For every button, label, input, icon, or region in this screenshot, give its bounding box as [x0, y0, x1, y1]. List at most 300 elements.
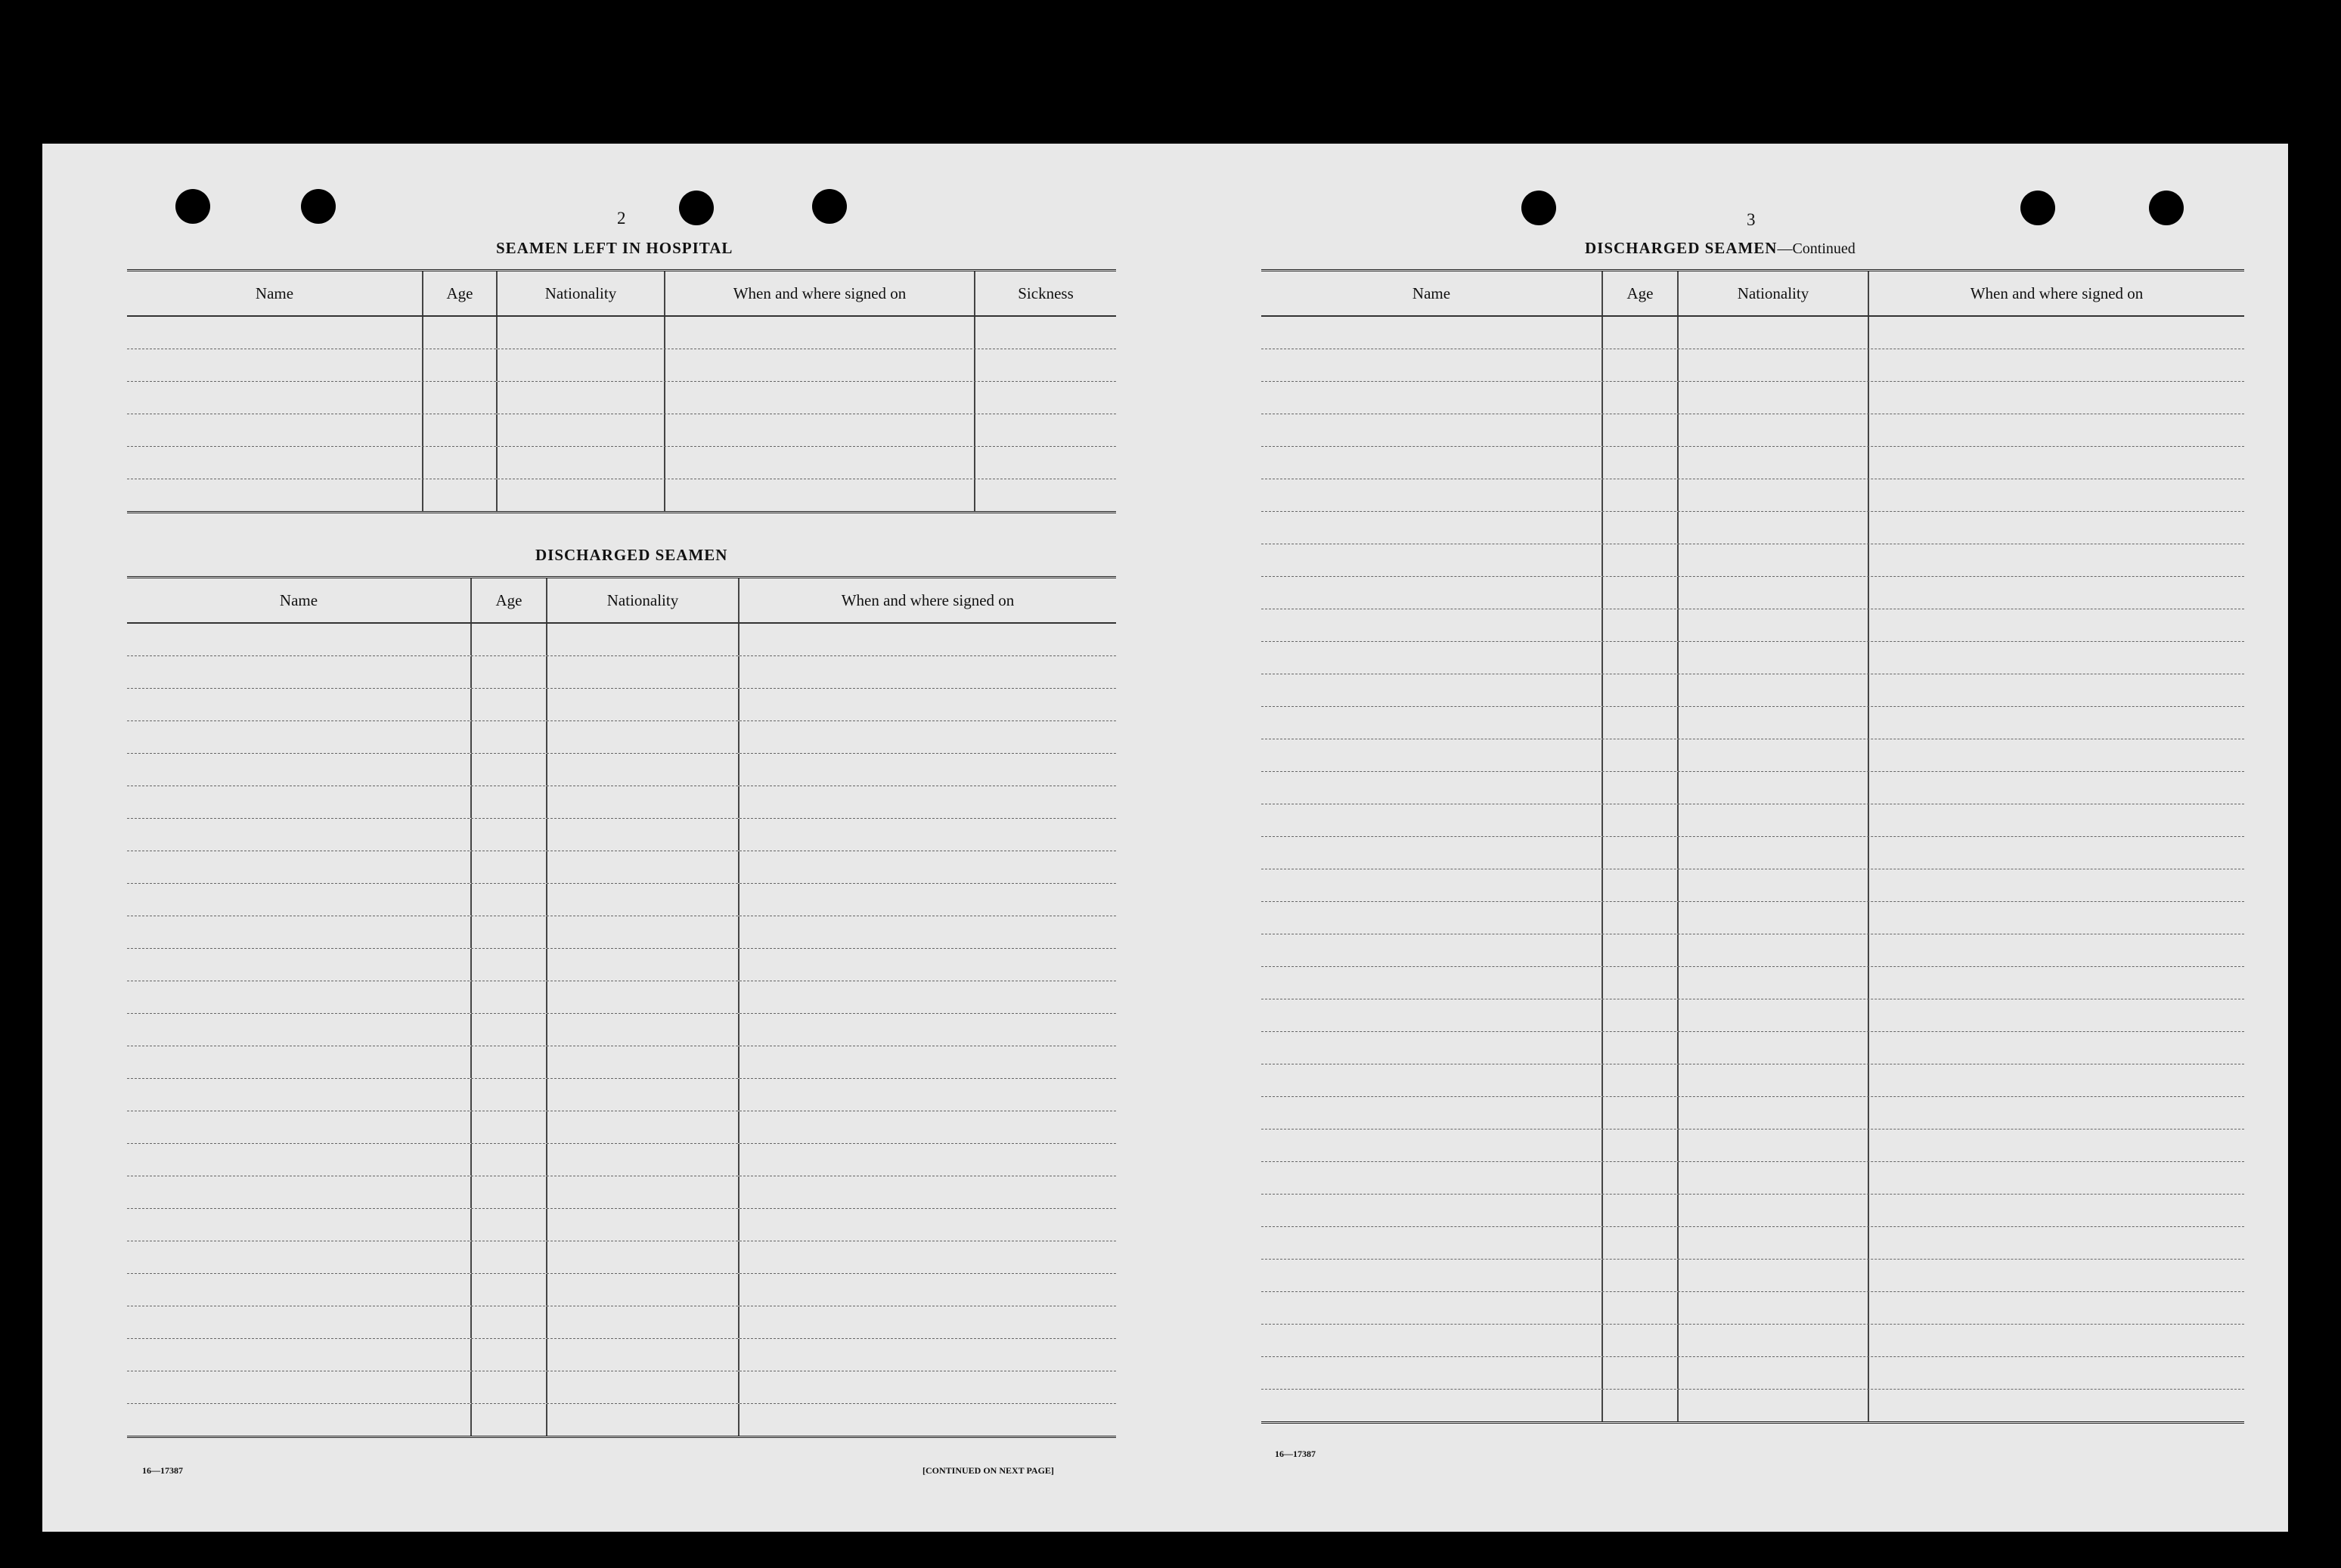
- signed-on-cell: [1869, 479, 2244, 511]
- table-row: [127, 851, 1116, 884]
- nationality-cell: [1679, 447, 1869, 479]
- signed-on-cell: [1869, 577, 2244, 609]
- table-row: [1261, 609, 2244, 642]
- age-cell: [1603, 317, 1679, 349]
- signed-on-cell: [1869, 1357, 2244, 1389]
- signed-on-cell: [665, 447, 975, 479]
- sickness-cell: [975, 349, 1116, 381]
- age-cell: [472, 1371, 547, 1403]
- sickness-cell: [975, 382, 1116, 414]
- age-cell: [1603, 1097, 1679, 1129]
- name-cell: [127, 656, 472, 688]
- signed-on-cell: [1869, 1325, 2244, 1356]
- table-row: [1261, 1325, 2244, 1357]
- signed-on-cell: [1869, 739, 2244, 771]
- nationality-cell: [1679, 1130, 1869, 1161]
- name-cell: [127, 1339, 472, 1371]
- age-cell: [1603, 934, 1679, 966]
- record-sheet: [42, 144, 2288, 1532]
- nationality-cell: [1679, 544, 1869, 576]
- nationality-cell: [1679, 1357, 1869, 1389]
- signed-on-cell: [740, 1241, 1116, 1273]
- name-cell: [127, 981, 472, 1013]
- age-cell: [1603, 999, 1679, 1031]
- age-cell: [1603, 1325, 1679, 1356]
- signed-on-cell: [1869, 804, 2244, 836]
- table-row: [1261, 479, 2244, 512]
- signed-on-cell: [1869, 1390, 2244, 1421]
- signed-on-cell: [740, 1111, 1116, 1143]
- nationality-cell: [1679, 1260, 1869, 1291]
- nationality-cell: [547, 819, 740, 851]
- name-cell: [1261, 804, 1603, 836]
- age-cell: [1603, 1292, 1679, 1324]
- name-cell: [127, 754, 472, 786]
- binder-hole: [812, 189, 847, 224]
- name-cell: [127, 317, 423, 349]
- signed-on-cell: [740, 981, 1116, 1013]
- discharged-table-left: [127, 576, 1116, 1438]
- signed-on-cell: [665, 382, 975, 414]
- age-cell: [472, 1144, 547, 1176]
- name-cell: [1261, 1032, 1603, 1064]
- signed-on-cell: [740, 1144, 1116, 1176]
- sickness-cell: [975, 447, 1116, 479]
- age-cell: [423, 382, 498, 414]
- age-cell: [472, 721, 547, 753]
- nationality-cell: [1679, 674, 1869, 706]
- signed-on-cell: [1869, 382, 2244, 414]
- signed-on-cell: [1869, 447, 2244, 479]
- nationality-cell: [498, 349, 665, 381]
- table-row: [1261, 577, 2244, 609]
- age-cell: [1603, 1390, 1679, 1421]
- age-cell: [1603, 739, 1679, 771]
- name-cell: [1261, 999, 1603, 1031]
- nationality-cell: [547, 754, 740, 786]
- name-cell: [1261, 1292, 1603, 1324]
- signed-on-cell: [740, 884, 1116, 916]
- nationality-cell: [547, 656, 740, 688]
- nationality-cell: [1679, 707, 1869, 739]
- age-cell: [472, 1111, 547, 1143]
- age-cell: [1603, 869, 1679, 901]
- name-cell: [1261, 902, 1603, 934]
- signed-on-cell: [1869, 1130, 2244, 1161]
- name-cell: [127, 382, 423, 414]
- hospital-table-title: SEAMEN LEFT IN HOSPITAL: [496, 239, 733, 257]
- age-cell: [1603, 349, 1679, 381]
- signed-on-cell: [1869, 1162, 2244, 1194]
- signed-on-cell: [740, 1014, 1116, 1046]
- name-cell: [1261, 512, 1603, 544]
- age-cell: [1603, 414, 1679, 446]
- discharged-table-header-left: [127, 578, 1116, 624]
- name-cell: [127, 1371, 472, 1403]
- table-row: [127, 916, 1116, 949]
- name-cell: [127, 949, 472, 981]
- age-cell: [472, 1014, 547, 1046]
- nationality-cell: [547, 949, 740, 981]
- table-row: [1261, 642, 2244, 674]
- name-cell: [1261, 772, 1603, 804]
- signed-on-cell: [1869, 707, 2244, 739]
- table-row: [127, 819, 1116, 851]
- name-cell: [127, 1176, 472, 1208]
- binder-hole: [2149, 191, 2184, 225]
- col-signed-on-header: When and where signed on: [841, 590, 1015, 609]
- name-cell: [1261, 674, 1603, 706]
- col-nationality-header: Nationality: [498, 271, 665, 315]
- signed-on-cell: [740, 1339, 1116, 1371]
- nationality-cell: [547, 1111, 740, 1143]
- name-cell: [1261, 349, 1603, 381]
- age-cell: [1603, 609, 1679, 641]
- age-cell: [472, 1079, 547, 1111]
- signed-on-cell: [1869, 642, 2244, 674]
- name-cell: [1261, 642, 1603, 674]
- table-row: [1261, 707, 2244, 739]
- signed-on-cell: [1869, 512, 2244, 544]
- nationality-cell: [547, 1209, 740, 1241]
- binder-hole: [175, 189, 210, 224]
- nationality-cell: [547, 689, 740, 720]
- signed-on-cell: [740, 1176, 1116, 1208]
- table-row: [127, 1144, 1116, 1176]
- table-row: [127, 721, 1116, 754]
- sickness-cell: [975, 414, 1116, 446]
- table-row: [1261, 804, 2244, 837]
- signed-on-cell: [1869, 1292, 2244, 1324]
- name-cell: [1261, 707, 1603, 739]
- name-cell: [127, 786, 472, 818]
- name-cell: [1261, 934, 1603, 966]
- name-cell: [127, 1014, 472, 1046]
- table-row: [127, 1079, 1116, 1111]
- age-cell: [1603, 1227, 1679, 1259]
- table-row: [1261, 414, 2244, 447]
- sickness-cell: [975, 479, 1116, 511]
- table-row: [1261, 382, 2244, 414]
- nationality-cell: [547, 851, 740, 883]
- table-row: [127, 1339, 1116, 1371]
- age-cell: [472, 1306, 547, 1338]
- age-cell: [472, 1209, 547, 1241]
- signed-on-cell: [740, 1079, 1116, 1111]
- age-cell: [1603, 707, 1679, 739]
- signed-on-cell: [1869, 999, 2244, 1031]
- form-number-left: 16—17387: [142, 1465, 183, 1476]
- name-cell: [1261, 609, 1603, 641]
- name-cell: [127, 1274, 472, 1306]
- signed-on-cell: [740, 1209, 1116, 1241]
- nationality-cell: [1679, 1292, 1869, 1324]
- nationality-cell: [1679, 479, 1869, 511]
- signed-on-cell: [1869, 317, 2244, 349]
- signed-on-cell: [740, 721, 1116, 753]
- table-row: [1261, 1195, 2244, 1227]
- table-row: [1261, 1032, 2244, 1064]
- nationality-cell: [547, 786, 740, 818]
- name-cell: [1261, 837, 1603, 869]
- continued-note: [CONTINUED ON NEXT PAGE]: [922, 1465, 1054, 1476]
- table-row: [127, 786, 1116, 819]
- nationality-cell: [1679, 317, 1869, 349]
- nationality-cell: [1679, 1097, 1869, 1129]
- nationality-cell: [547, 916, 740, 948]
- nationality-cell: [1679, 967, 1869, 999]
- nationality-cell: [1679, 869, 1869, 901]
- table-row: [127, 382, 1116, 414]
- col-signed-on-header: When and where signed on: [665, 271, 975, 315]
- nationality-cell: [547, 721, 740, 753]
- name-cell: [1261, 1195, 1603, 1226]
- signed-on-cell: [665, 317, 975, 349]
- table-row: [1261, 1130, 2244, 1162]
- age-cell: [1603, 837, 1679, 869]
- name-cell: [1261, 479, 1603, 511]
- nationality-cell: [1679, 1195, 1869, 1226]
- signed-on-cell: [740, 754, 1116, 786]
- table-row: [127, 1014, 1116, 1046]
- nationality-cell: [547, 1144, 740, 1176]
- col-name-header: Name: [127, 271, 423, 315]
- binder-hole: [1521, 191, 1556, 225]
- age-cell: [423, 447, 498, 479]
- name-cell: [1261, 414, 1603, 446]
- table-row: [127, 754, 1116, 786]
- signed-on-cell: [740, 819, 1116, 851]
- table-row: [127, 1404, 1116, 1438]
- nationality-cell: [1679, 934, 1869, 966]
- nationality-cell: [1679, 1390, 1869, 1421]
- signed-on-cell: [1869, 544, 2244, 576]
- signed-on-cell: [740, 916, 1116, 948]
- nationality-cell: [547, 1371, 740, 1403]
- age-cell: [472, 656, 547, 688]
- title-continued: —Continued: [1777, 240, 1856, 257]
- signed-on-cell: [1869, 1064, 2244, 1096]
- age-cell: [472, 1046, 547, 1078]
- signed-on-cell: [740, 1274, 1116, 1306]
- nationality-cell: [1679, 642, 1869, 674]
- age-cell: [1603, 1195, 1679, 1226]
- name-cell: [1261, 447, 1603, 479]
- table-row: [1261, 1390, 2244, 1424]
- table-row: [1261, 1292, 2244, 1325]
- signed-on-cell: [1869, 902, 2244, 934]
- col-name-header: Name: [1261, 271, 1603, 315]
- age-cell: [472, 949, 547, 981]
- signed-on-cell: [1869, 1195, 2244, 1226]
- age-cell: [1603, 447, 1679, 479]
- nationality-cell: [547, 884, 740, 916]
- name-cell: [127, 1079, 472, 1111]
- name-cell: [1261, 739, 1603, 771]
- nationality-cell: [1679, 837, 1869, 869]
- table-row: [127, 1176, 1116, 1209]
- nationality-cell: [498, 382, 665, 414]
- age-cell: [472, 1241, 547, 1273]
- table-row: [1261, 1227, 2244, 1260]
- table-row: [1261, 869, 2244, 902]
- nationality-cell: [1679, 739, 1869, 771]
- nationality-cell: [1679, 414, 1869, 446]
- col-name-header: Name: [127, 578, 472, 622]
- table-row: [1261, 544, 2244, 577]
- signed-on-cell: [740, 851, 1116, 883]
- col-signed-on-header: When and where signed on: [1970, 284, 2144, 302]
- name-cell: [127, 819, 472, 851]
- page-number-right: 3: [1747, 210, 1756, 229]
- age-cell: [472, 819, 547, 851]
- name-cell: [1261, 577, 1603, 609]
- age-cell: [472, 786, 547, 818]
- signed-on-cell: [1869, 1227, 2244, 1259]
- nationality-cell: [1679, 382, 1869, 414]
- table-row: [1261, 1097, 2244, 1130]
- nationality-cell: [1679, 1064, 1869, 1096]
- signed-on-cell: [665, 479, 975, 511]
- age-cell: [1603, 1357, 1679, 1389]
- nationality-cell: [1679, 609, 1869, 641]
- table-row: [127, 1209, 1116, 1241]
- title-main: DISCHARGED SEAMEN: [1585, 239, 1778, 257]
- age-cell: [472, 1339, 547, 1371]
- table-row: [1261, 349, 2244, 382]
- name-cell: [127, 1404, 472, 1436]
- age-cell: [472, 1404, 547, 1436]
- age-cell: [1603, 967, 1679, 999]
- name-cell: [1261, 1260, 1603, 1291]
- age-cell: [1603, 1162, 1679, 1194]
- name-cell: [127, 447, 423, 479]
- signed-on-cell: [1869, 869, 2244, 901]
- table-row: [127, 447, 1116, 479]
- age-cell: [472, 916, 547, 948]
- col-sickness-header: Sickness: [1018, 284, 1074, 302]
- name-cell: [1261, 1162, 1603, 1194]
- binder-hole: [679, 191, 714, 225]
- signed-on-cell: [1869, 772, 2244, 804]
- nationality-cell: [547, 981, 740, 1013]
- nationality-cell: [1679, 1032, 1869, 1064]
- signed-on-cell: [740, 624, 1116, 655]
- table-row: [1261, 772, 2244, 804]
- nationality-cell: [1679, 1227, 1869, 1259]
- name-cell: [1261, 1390, 1603, 1421]
- table-row: [1261, 317, 2244, 349]
- table-row: [1261, 967, 2244, 999]
- col-nationality-header: Nationality: [547, 578, 740, 622]
- table-row: [127, 1274, 1116, 1306]
- nationality-cell: [1679, 804, 1869, 836]
- col-nationality-header: Nationality: [1679, 271, 1869, 315]
- name-cell: [127, 1144, 472, 1176]
- table-row: [1261, 512, 2244, 544]
- table-row: [1261, 1162, 2244, 1195]
- sickness-cell: [975, 317, 1116, 349]
- name-cell: [127, 1111, 472, 1143]
- name-cell: [1261, 1130, 1603, 1161]
- table-row: [1261, 837, 2244, 869]
- age-cell: [1603, 479, 1679, 511]
- name-cell: [1261, 544, 1603, 576]
- col-age-header: Age: [1603, 271, 1679, 315]
- table-row: [127, 981, 1116, 1014]
- table-row: [127, 689, 1116, 721]
- nationality-cell: [498, 317, 665, 349]
- name-cell: [127, 721, 472, 753]
- nationality-cell: [547, 1014, 740, 1046]
- table-row: [1261, 1064, 2244, 1097]
- signed-on-cell: [1869, 934, 2244, 966]
- nationality-cell: [498, 479, 665, 511]
- name-cell: [127, 414, 423, 446]
- nationality-cell: [1679, 577, 1869, 609]
- signed-on-cell: [1869, 967, 2244, 999]
- signed-on-cell: [740, 1306, 1116, 1338]
- name-cell: [1261, 1227, 1603, 1259]
- nationality-cell: [1679, 902, 1869, 934]
- hospital-table: [127, 269, 1116, 513]
- age-cell: [472, 624, 547, 655]
- col-age-header: Age: [472, 578, 547, 622]
- age-cell: [423, 349, 498, 381]
- name-cell: [1261, 1064, 1603, 1096]
- nationality-cell: [1679, 772, 1869, 804]
- nationality-cell: [547, 1306, 740, 1338]
- table-row: [127, 949, 1116, 981]
- age-cell: [472, 1274, 547, 1306]
- table-row: [1261, 739, 2244, 772]
- signed-on-cell: [740, 1046, 1116, 1078]
- table-row: [127, 414, 1116, 447]
- age-cell: [472, 689, 547, 720]
- signed-on-cell: [665, 349, 975, 381]
- age-cell: [1603, 577, 1679, 609]
- age-cell: [1603, 1130, 1679, 1161]
- discharged-table-right: [1261, 269, 2244, 1424]
- age-cell: [1603, 544, 1679, 576]
- nationality-cell: [547, 1079, 740, 1111]
- table-row: [127, 624, 1116, 656]
- nationality-cell: [1679, 1325, 1869, 1356]
- name-cell: [1261, 1357, 1603, 1389]
- nationality-cell: [547, 1404, 740, 1436]
- table-row: [127, 1371, 1116, 1404]
- age-cell: [472, 884, 547, 916]
- age-cell: [1603, 772, 1679, 804]
- nationality-cell: [1679, 349, 1869, 381]
- discharged-table-title-left: DISCHARGED SEAMEN: [535, 546, 728, 564]
- age-cell: [1603, 1032, 1679, 1064]
- nationality-cell: [498, 414, 665, 446]
- signed-on-cell: [1869, 609, 2244, 641]
- name-cell: [127, 1046, 472, 1078]
- nationality-cell: [498, 447, 665, 479]
- nationality-cell: [1679, 1162, 1869, 1194]
- name-cell: [1261, 382, 1603, 414]
- discharged-table-header-right: [1261, 271, 2244, 317]
- nationality-cell: [547, 624, 740, 655]
- name-cell: [127, 624, 472, 655]
- name-cell: [1261, 1325, 1603, 1356]
- age-cell: [472, 1176, 547, 1208]
- signed-on-cell: [740, 949, 1116, 981]
- name-cell: [1261, 869, 1603, 901]
- age-cell: [423, 414, 498, 446]
